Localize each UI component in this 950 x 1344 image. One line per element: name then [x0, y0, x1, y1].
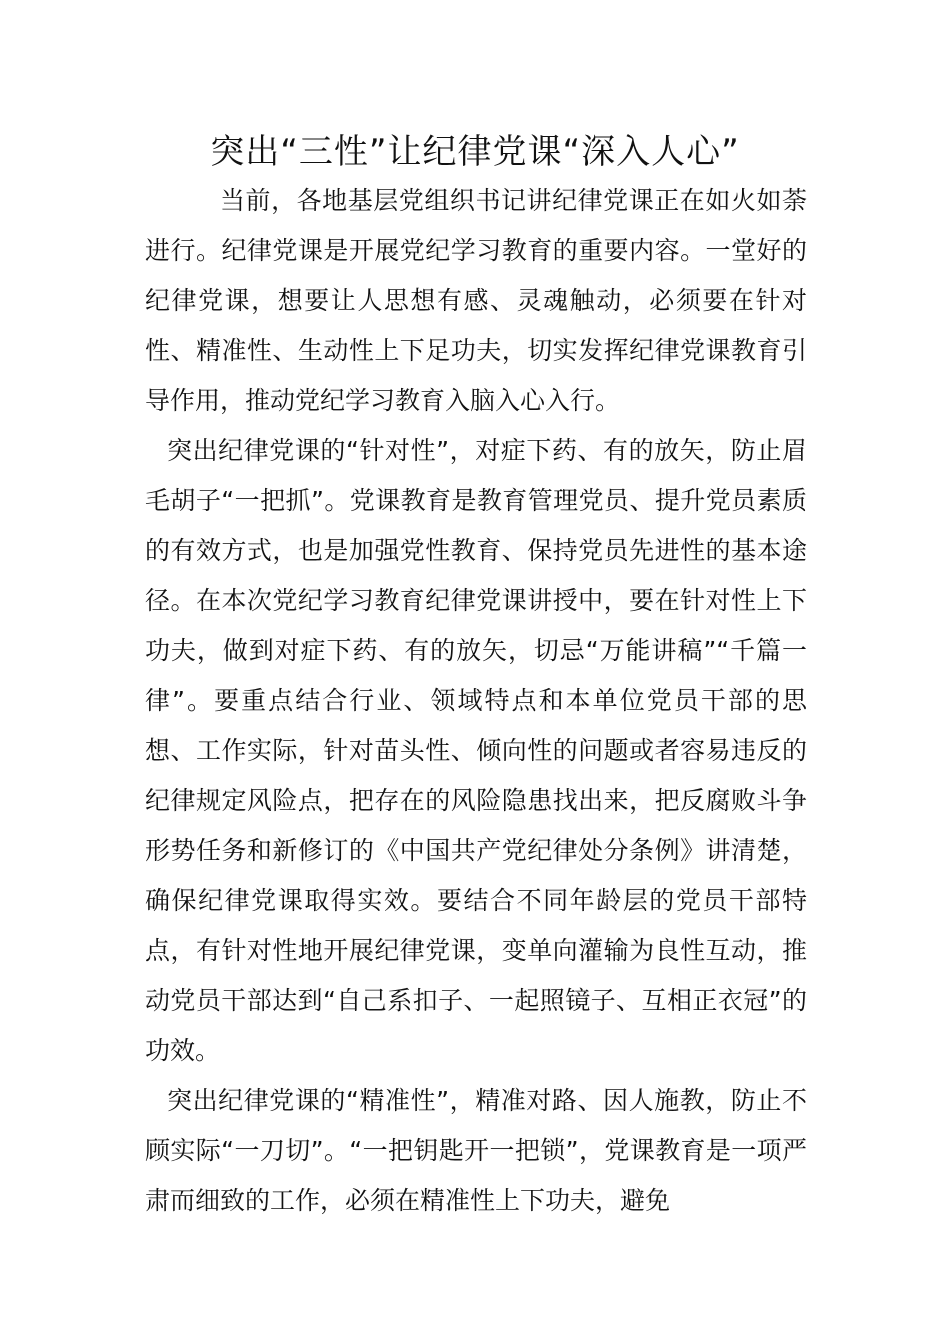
paragraph-targeted: 突出纪律党课的“针对性”，对症下药、有的放矢，防止眉毛胡子“一把抓”。党课教育是教育管理党员、提升党员素质的有效方式，也是加强党性教育、保持党员先进性的基本途径。在本次党纪学习教育纪律党课讲授中，要在针对性上下功夫，做到对症下药、有的放矢，切忌“万能讲稿”“千篇一律”。要重点结合行业、领域特点和本单位党员干部的思想、工作实际，针对苗头性、倾向性的问题或者容易违反的纪律规定风险点，把存在的风险隐患找出来，把反腐败斗争形势任务和新修订的《中国共产党纪律处分条例》讲清楚，确保纪律党课取得实效。要结合不同年龄层的党员干部特点，有针对性地开展纪律党课，变单向灌输为良性互动，推动党员干部达到“自己系扣子、一起照镜子、互相正衣冠”的功效。	[145, 436, 807, 1065]
document-title: 突出“三性”让纪律党课“深入人心”	[210, 132, 740, 172]
paragraph-precision: 突出纪律党课的“精准性”，精准对路、因人施教，防止不顾实际“一刀切”。“一把钥匙开一把锁”，党课教育是一项严肃而细致的工作，必须在精准性上下功夫，避免	[145, 1086, 807, 1215]
paragraph-intro: 当前，各地基层党组织书记讲纪律党课正在如火如荼进行。纪律党课是开展党纪学习教育的重要内容。一堂好的纪律党课，想要让人思想有感、灵魂触动，必须要在针对性、精准性、生动性上下足功夫，切实发挥纪律党课教育引导作用，推动党纪学习教育入脑入心入行。	[145, 186, 807, 415]
document-body	[145, 176, 807, 1226]
